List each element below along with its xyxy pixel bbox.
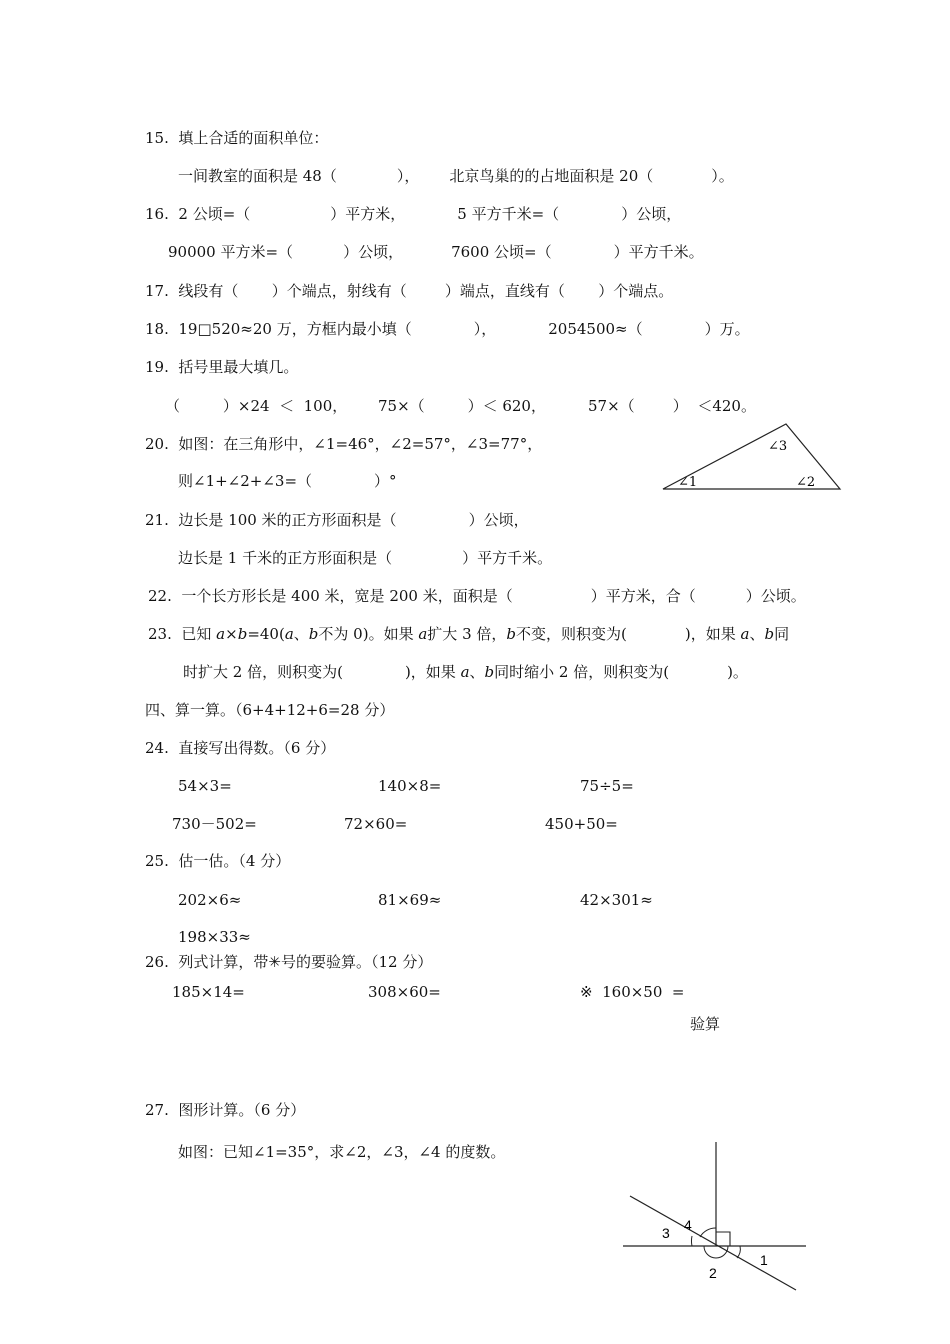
q23-var-a: a: [216, 625, 226, 643]
q20-line1: 20. 如图：在三角形中，∠1=46°，∠2=57°，∠3=77°，: [145, 435, 543, 453]
angle4-arc: [700, 1228, 716, 1237]
q15-title: 15. 填上合适的面积单位：: [145, 129, 329, 147]
q23-line1: [148, 624, 789, 644]
angles-figure: [620, 1140, 810, 1295]
q23-var-b: b: [484, 663, 495, 681]
q23-var-b: b: [764, 625, 775, 643]
q22-c: ）公顷。: [745, 587, 806, 605]
q23-l2d: )。: [727, 663, 748, 681]
q15-b-end: ）。: [711, 167, 734, 185]
q21-l1b: ）公顷，: [468, 511, 529, 529]
q24-item: 75÷5=: [580, 777, 634, 795]
q19-b: 75×（ ）＜ 620，: [378, 397, 546, 415]
angle3-label: 3: [662, 1225, 670, 1241]
q21-line2: [178, 548, 552, 568]
triangle-angle2-label: ∠2: [796, 475, 816, 490]
q23-p7: )，如果: [684, 625, 741, 643]
q18-b: 2054500≈（: [548, 320, 643, 338]
q23-var-b: b: [308, 625, 319, 643]
q23-var-b: b: [506, 625, 516, 643]
q26-title: 26. 列式计算，带✳号的要验算。（12 分）: [145, 953, 433, 971]
q20-line2: [178, 471, 397, 491]
q25-item: 81×69≈: [378, 891, 442, 909]
q25-title: 25. 估一估。（4 分）: [145, 852, 291, 870]
q16-l2a: 90000 平方米=（: [168, 243, 294, 261]
q23-p3: 、: [749, 625, 765, 643]
q19-a: （ ）×24 ＜ 100，: [165, 397, 348, 415]
q26-check-label: 验算: [690, 1015, 721, 1033]
q20-line2a: 则∠1+∠2+∠3=（: [178, 472, 313, 490]
q16-l1b: 5 平方千米=（: [457, 205, 560, 223]
q18-b-end: ）万。: [704, 320, 750, 338]
q16-l1b-end: ）公顷，: [621, 205, 682, 223]
q24-item: 72×60=: [344, 815, 408, 833]
q26-item: 185×14=: [172, 983, 245, 1001]
q23-var-a: a: [740, 625, 750, 643]
q23-p8: 同: [774, 625, 790, 643]
q24-item: 140×8=: [378, 777, 442, 795]
right-angle-mark: [716, 1232, 730, 1246]
q25-item: 42×301≈: [580, 891, 653, 909]
q26-item: 308×60=: [368, 983, 441, 1001]
q23-p4: 不为 0)。如果: [318, 625, 419, 643]
q23-var-a: a: [284, 625, 294, 643]
triangle-angle1-label: ∠1: [678, 475, 698, 490]
q23-l2a: 时扩大 2 倍，则积变为(: [183, 663, 343, 681]
q23-p5: 扩大 3 倍，: [427, 625, 507, 643]
q16-l2b: 7600 公顷=（: [451, 243, 552, 261]
q26-item: ※ 160×50 =: [580, 983, 685, 1001]
q16-line1: [145, 204, 681, 224]
q23-p2: =40(: [247, 625, 285, 643]
q17-text: 17. 线段有（ ）个端点，射线有（ ）端点，直线有（ ）个端点。: [145, 282, 674, 300]
q23-times: ×: [225, 625, 238, 643]
q23-p3: 、: [469, 663, 485, 681]
q19-c: 57×（ ） ＜420。: [588, 397, 756, 415]
q23-p1: 23. 已知: [148, 625, 217, 643]
q27-title: 27. 图形计算。（6 分）: [145, 1101, 306, 1119]
q23-p6: 不变，则积变为(: [516, 625, 627, 643]
q22-a: 22. 一个长方形长是 400 米，宽是 200 米，面积是（: [148, 587, 513, 605]
q22-b: ）平方米，合（: [590, 587, 696, 605]
q23-var-a: a: [418, 625, 428, 643]
q16-l2a-end: ）公顷，: [343, 243, 404, 261]
q23-var-a: a: [460, 663, 470, 681]
q18-line: [145, 319, 750, 339]
q23-line2: [183, 662, 748, 682]
q18-a: 18. 19□520≈20 万，方框内最小填（: [145, 320, 412, 338]
q16-line2: [168, 242, 704, 262]
q24-item: 730－502=: [172, 815, 257, 833]
q19-title: 19. 括号里最大填几。: [145, 358, 299, 376]
q23-var-b: b: [237, 625, 248, 643]
angle1-label: 1: [760, 1252, 768, 1268]
q24-title: 24. 直接写出得数。（6 分）: [145, 739, 336, 757]
q21-line1: [145, 510, 529, 530]
angle2-label: 2: [709, 1265, 717, 1281]
triangle-angle3-label: ∠3: [768, 439, 788, 454]
angle3-arc: [691, 1236, 692, 1246]
q15-a: 一间教室的面积是 48（: [178, 167, 337, 185]
q24-item: 54×3=: [178, 777, 232, 795]
q25-item: 198×33≈: [178, 928, 251, 946]
q23-p3: 、: [293, 625, 309, 643]
angle4-label: 4: [684, 1217, 692, 1233]
q27-text: 如图：已知∠1=35°，求∠2，∠3，∠4 的度数。: [178, 1143, 506, 1161]
section4-title: 四、算一算。（6+4+12+6=28 分）: [145, 701, 395, 719]
q18-a-end: ），: [473, 320, 497, 338]
q16-l1a: 16. 2 公顷=（: [145, 205, 251, 223]
angle2-arc: [704, 1246, 728, 1258]
q15-a-end: ），: [396, 167, 420, 185]
q21-l2a: 边长是 1 千米的正方形面积是（: [178, 549, 393, 567]
q25-item: 202×6≈: [178, 891, 242, 909]
q16-l1a-end: ）平方米，: [330, 205, 406, 223]
q22-line: [148, 586, 806, 606]
triangle-figure: [650, 418, 850, 498]
q21-l2b: ）平方千米。: [462, 549, 553, 567]
q21-l1a: 21. 边长是 100 米的正方形面积是（: [145, 511, 397, 529]
q20-line2b: ）°: [374, 472, 397, 490]
q15-line: [178, 166, 734, 186]
q15-b: 北京鸟巢的的占地面积是 20（: [449, 167, 654, 185]
q23-l2b: )，如果: [404, 663, 461, 681]
q24-item: 450+50=: [545, 815, 618, 833]
q23-l2c: 同时缩小 2 倍，则积变为(: [494, 663, 670, 681]
q16-l2b-end: ）平方千米。: [613, 243, 704, 261]
